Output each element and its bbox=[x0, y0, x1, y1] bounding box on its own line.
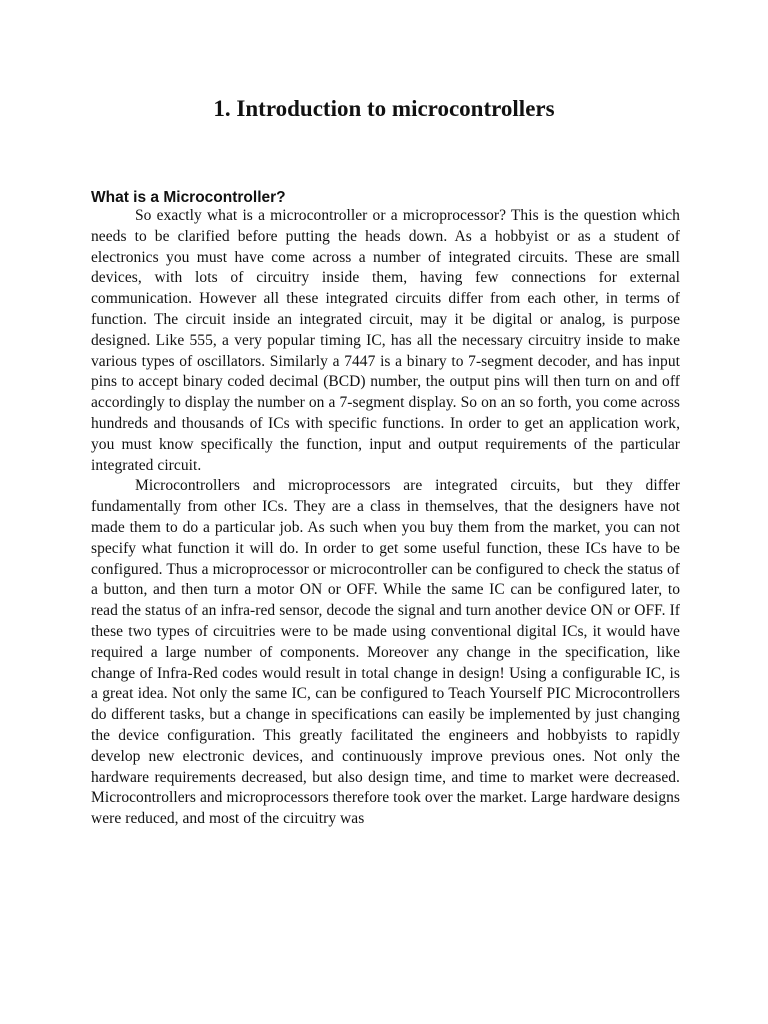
chapter-title: 1. Introduction to microcontrollers bbox=[213, 96, 555, 121]
paragraph: So exactly what is a microcontroller or a microprocessor? This is the question which needs to be clarified before putting the heads down. As a hobbyist or as a student of electronics you must have come across a number of integrated circuits. These are small devices, with lots of circuitry inside them, having few connections for external communication. However all these integrated circuits differ from each other, in terms of function. The circuit inside an integrated circuit, may it be digital or analog, is purpose designed. Like 555, a very popular timing IC, has all the necessary circuitry inside to make various types of oscillators. Similarly a 7447 is a binary to 7-segment decoder, and has input pins to accept binary coded decimal (BCD) number, the output pins will then turn on and off accordingly to display the number on a 7-segment display. So on an so forth, you come across hundreds and thousands of ICs with specific functions. In order to get an application work, you must know specifically the function, input and output requirements of the particular integrated circuit. bbox=[91, 207, 680, 474]
body-text bbox=[91, 206, 680, 830]
paragraph: Microcontrollers and microprocessors are integrated circuits, but they differ fundamentally from other ICs. They are a class in themselves, that the designers have not made them to do a particular job. As such when you buy them from the market, you can not specify what function it will do. In order to get some useful function, these ICs have to be configured. Thus a microprocessor or microcontroller can be configured to check the status of a button, and then turn a motor ON or OFF. While the same IC can be configured later, to read the status of an infra-red sensor, decode the signal and turn another device ON or OFF. If these two types of circuitries were to be made using conventional digital ICs, it would have required a large number of components. Moreover any change in the specification, like change of Infra-Red codes would result in total change in design! Using a configurable IC, is a great idea. Not only the same IC, can be configured to Teach Yourself PIC Microcontrollers do different tasks, but a change in specifications can easily be implemented by just changing the device configuration. This greatly facilitated the engineers and hobbyists to rapidly develop new electronic devices, and continuously improve previous ones. Not only the hardware requirements decreased, but also design time, and time to market were decreased. Microcontrollers and microprocessors therefore took over the market. Large hardware designs were reduced, and most of the circuitry was bbox=[91, 477, 680, 828]
section-heading: What is a Microcontroller? bbox=[91, 189, 286, 206]
